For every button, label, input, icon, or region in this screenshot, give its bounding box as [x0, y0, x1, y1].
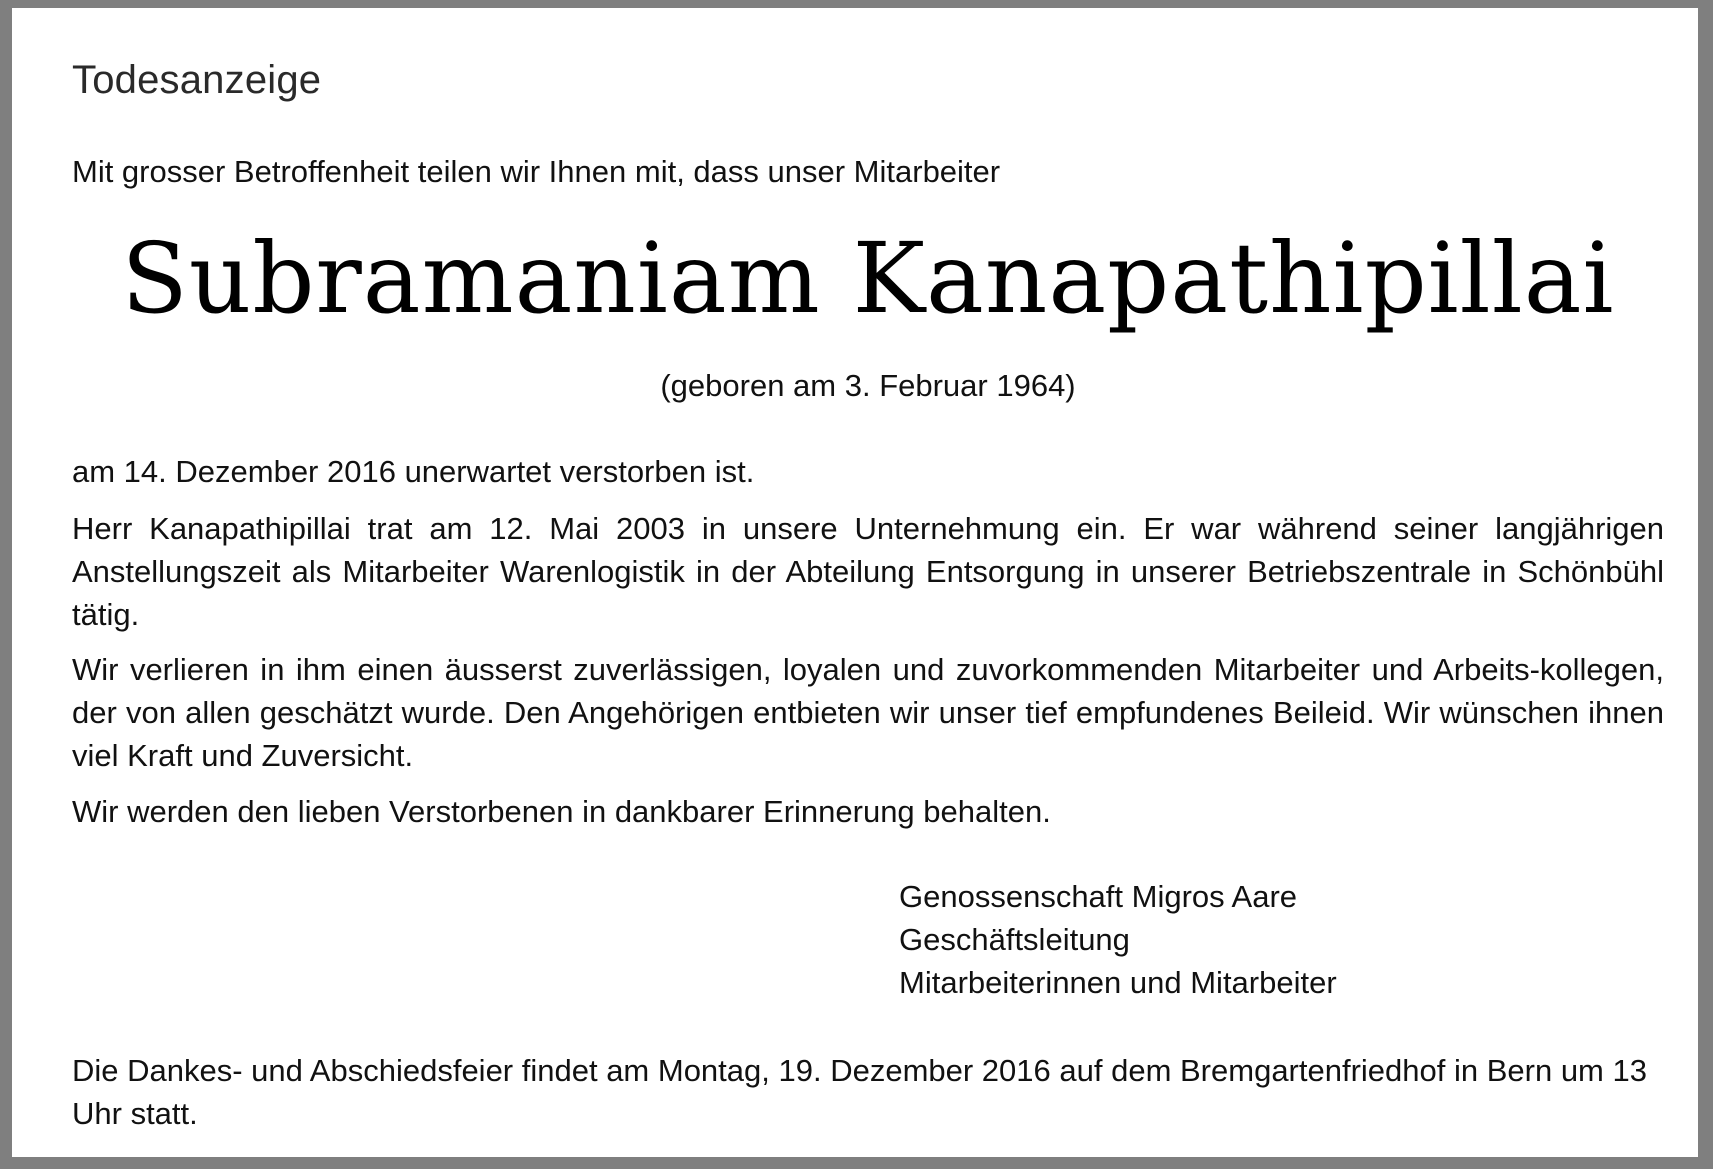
deceased-name: Subramaniam Kanapathipillai	[121, 222, 1615, 335]
signature-line-organization: Genossenschaft Migros Aare	[899, 879, 1298, 914]
remembrance-paragraph: Wir werden den lieben Verstorbenen in dankbarer Erinnerung behalten.	[72, 794, 1051, 829]
notice-heading: Todesanzeige	[72, 58, 322, 102]
condolence-paragraph: Wir verlieren in ihm einen äusserst zuverlässigen, loyalen und zuvorkommenden Mitarbeiter und Arbeits-kollegen, der von allen geschätzt wurde. Den Angehörigen entbieten wir unser tief empfundenes Beileid. Wir wünschen ihnen viel Kraft und Zuversicht.	[72, 652, 1664, 773]
signature-line-staff: Mitarbeiterinnen und Mitarbeiter	[899, 965, 1337, 1000]
employment-paragraph: Herr Kanapathipillai trat am 12. Mai 2003 in unsere Unternehmung ein. Er war während seiner langjährigen Anstellungszeit als Mitarbeiter Warenlogistik in der Abteilung Entsorgung in unserer Betriebszentrale in Schönbühl tätig.	[72, 511, 1664, 632]
signature-block	[899, 875, 1337, 1004]
death-date-paragraph: am 14. Dezember 2016 unerwartet verstorben ist.	[72, 454, 755, 489]
ceremony-info: Die Dankes- und Abschiedsfeier findet am Montag, 19. Dezember 2016 auf dem Bremgartenfriedhof in Bern um 13 Uhr statt.	[72, 1053, 1647, 1131]
intro-text: Mit grosser Betroffenheit teilen wir Ihnen mit, dass unser Mitarbeiter	[72, 154, 1001, 189]
birth-date: (geboren am 3. Februar 1964)	[660, 368, 1076, 403]
signature-line-management: Geschäftsleitung	[899, 922, 1130, 957]
